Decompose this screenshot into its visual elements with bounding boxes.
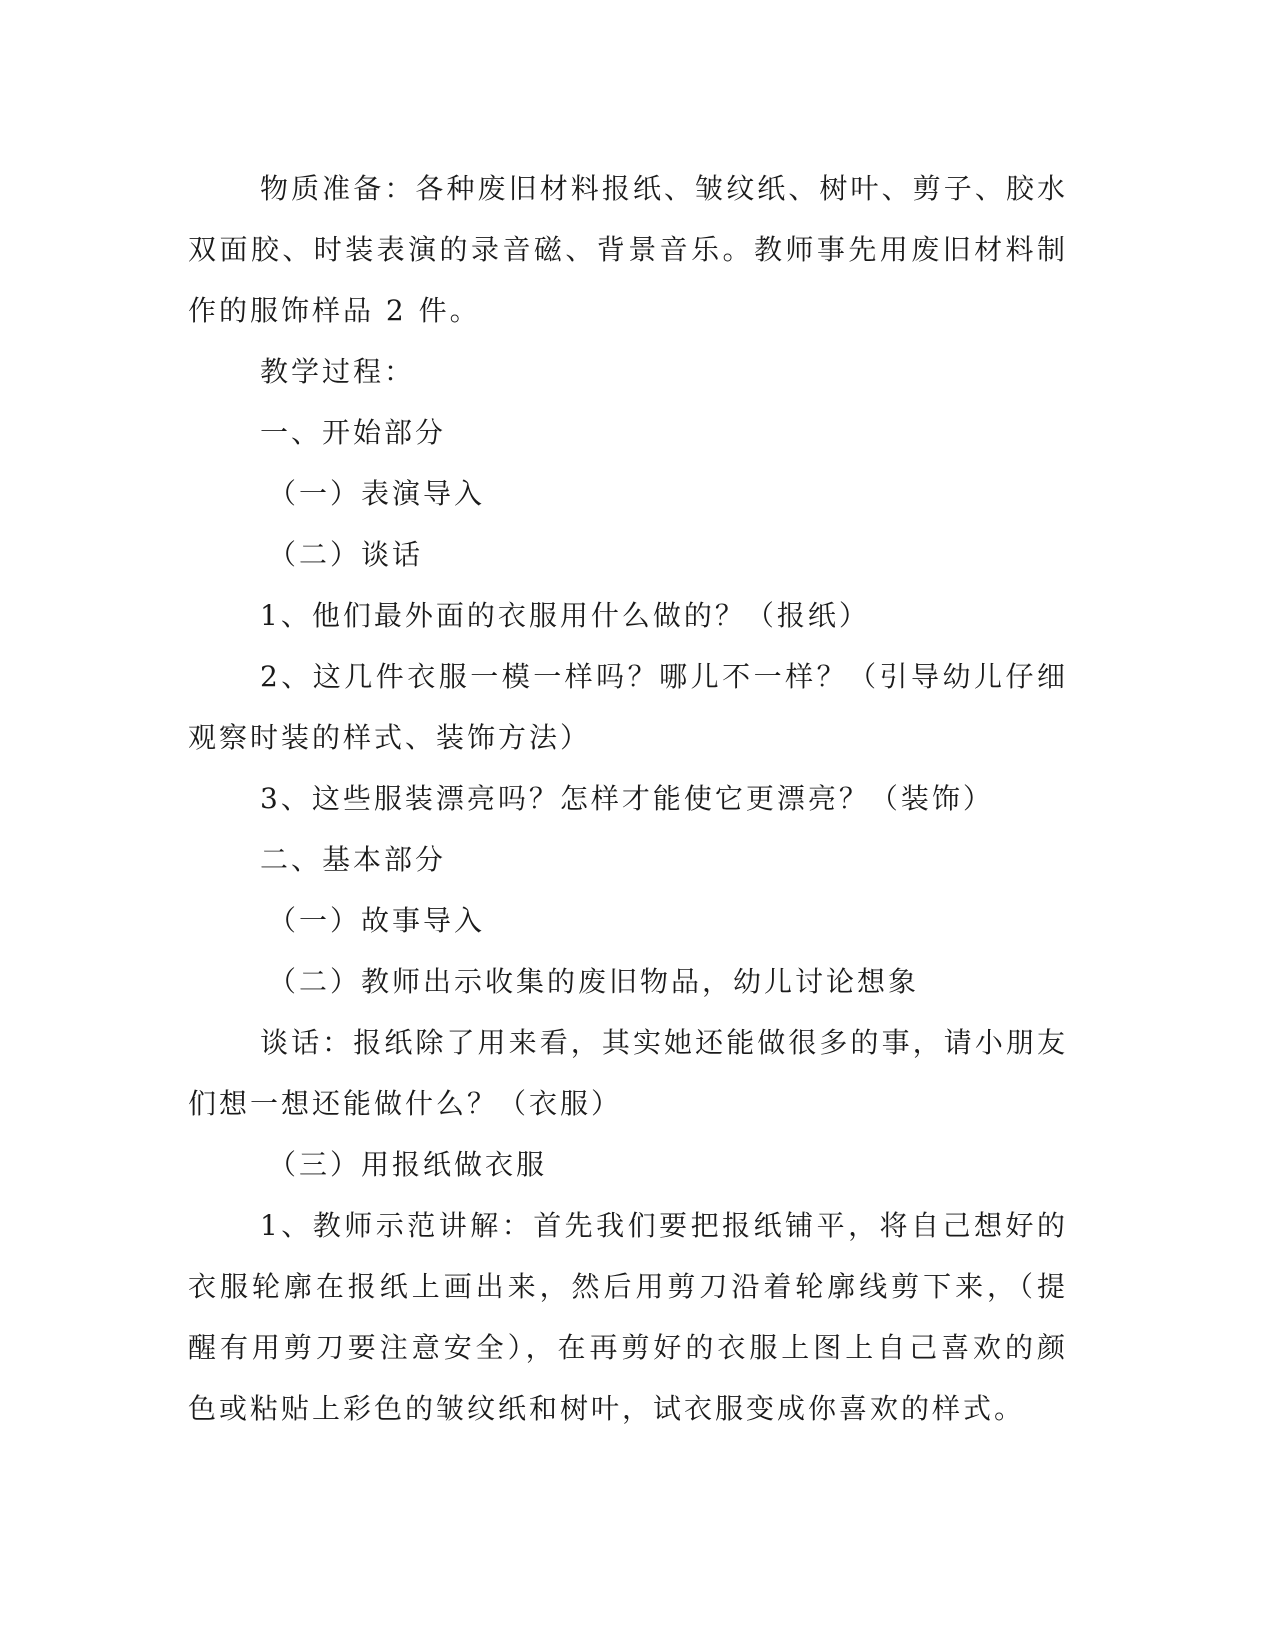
subheading-story-intro: （一）故事导入 [268,904,486,937]
subheading-show-materials: （二）教师出示收集的废旧物品，幼儿讨论想象 [268,965,920,998]
heading-basic-section: 二、基本部分 [260,843,447,876]
heading-start-section: 一、开始部分 [260,416,447,449]
paragraph-teaching-process: 教学过程： [260,355,416,388]
paragraph-question-3: 3、这些服装漂亮吗？怎样才能使它更漂亮？（装饰） [260,782,994,815]
paragraph-talk: 谈话：报纸除了用来看，其实她还能做很多的事，请小朋友们想一想还能做什么？（衣服） [188,1026,1068,1120]
paragraph-materials: 物质准备：各种废旧材料报纸、皱纹纸、树叶、剪子、胶水双面胶、时装表演的录音磁、背景音乐。教师事先用废旧材料制作的服饰样品 2 件。 [188,172,1068,327]
subheading-conversation: （二）谈话 [268,538,424,571]
subheading-newspaper-clothes: （三）用报纸做衣服 [268,1148,548,1181]
paragraph-demonstration: 1、教师示范讲解：首先我们要把报纸铺平，将自己想好的衣服轮廓在报纸上画出来，然后用剪刀沿着轮廓线剪下来，（提醒有用剪刀要注意安全），在再剪好的衣服上图上自己喜欢的颜色或粘贴上彩色的皱纹纸和树叶，试衣服变成你喜欢的样式。 [188,1209,1068,1425]
document-body [188,158,1068,1439]
paragraph-question-1: 1、他们最外面的衣服用什么做的？（报纸） [260,599,870,632]
paragraph-question-2: 2、这几件衣服一模一样吗？哪儿不一样？（引导幼儿仔细观察时装的样式、装饰方法） [188,660,1068,754]
subheading-performance-intro: （一）表演导入 [268,477,486,510]
